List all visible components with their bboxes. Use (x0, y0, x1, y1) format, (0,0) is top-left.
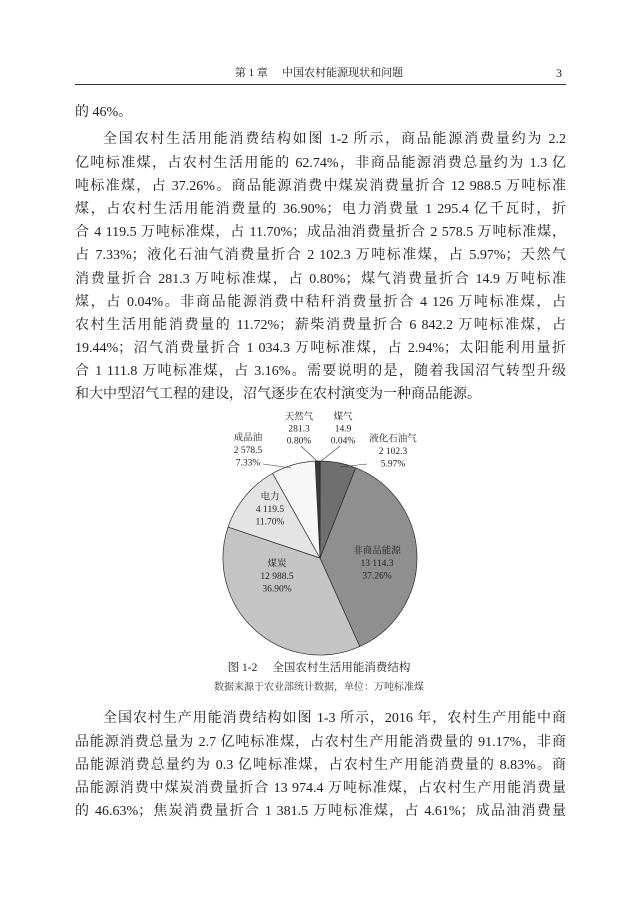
text-line: 煤，占农村生活用能消费量的 36.90%；电力消费量 1 295.4 亿千瓦时，折 (75, 201, 566, 217)
text-line: 占 7.33%；液化石油气消费量折合 2 102.3 万吨标准煤，占 5.97%；天然气 (75, 248, 566, 264)
leader-line-refined-oil (263, 464, 291, 468)
text-line: 全国农村生活用能消费结构如图 1-2 所示，商品能源消费量约为 2.2 (103, 132, 566, 148)
slice-percent-label: 11.70% (255, 517, 285, 528)
slice-value-label: 281.3 (288, 424, 310, 435)
slice-label-refined-oil (234, 432, 263, 469)
slice-label-lpg (369, 433, 417, 470)
slice-percent-label: 37.26% (362, 571, 392, 582)
leader-line-coal-gas (321, 446, 341, 462)
leader-line-natural-gas (301, 446, 318, 462)
text-line: 农村生活用能消费量的 11.72%；薪柴消费量折合 6 842.2 万吨标准煤，占 (75, 317, 566, 333)
text-line: 品能源消费总量约为 0.3 亿吨标准煤，占农村生产用能消费量的 8.83%。商 (75, 757, 566, 773)
slice-name-label: 天然气 (284, 412, 314, 423)
text-line: 的 46%。 (75, 105, 133, 121)
figure-number: 图 1-2 (227, 662, 258, 674)
text-line: 19.44%；沼气消费量折合 1 034.3 万吨标准煤，占 2.94%；太阳能利用量折 (75, 341, 566, 357)
text-line: 消费量折合 281.3 万吨标准煤，占 0.80%；煤气消费量折合 14.9 万吨标准 (75, 271, 566, 287)
slice-value-label: 13 114.3 (360, 559, 394, 569)
text-line: 煤，占 0.04%。非商品能源消费中秸秆消费量折合 4 126 万吨标准煤，占 (75, 294, 566, 310)
text-line: 的 46.63%；焦炭消费量折合 1 381.5 万吨标准煤，占 4.61%；成品油消费量 (75, 804, 566, 820)
slice-name-label: 煤炭 (267, 559, 287, 570)
text-line: 亿吨标准煤，占农村生活用能的 62.74%，非商品能源消费总量约为 1.3 亿 (75, 155, 566, 171)
slice-value-label: 12 988.5 (260, 572, 294, 582)
header-divider (75, 84, 566, 85)
slice-label-natural-gas (285, 411, 314, 447)
slice-value-label: 2 102.3 (378, 447, 408, 457)
slice-name-label: 电力 (260, 492, 280, 503)
text-line: 合 1 111.8 万吨标准煤，占 3.16%。需要说明的是，随着我国沼气转型升级 (75, 364, 566, 380)
slice-name-label: 成品油 (233, 433, 263, 444)
text-line: 合 4 119.5 万吨标准煤，占 11.70%；成品油消费量折合 2 578.5 万吨标准煤， (75, 225, 566, 241)
text-line: 和大中型沼气工程的建设，沼气逐步在农村演变为一种商品能源。 (75, 387, 481, 403)
pie-chart (190, 405, 450, 665)
slice-percent-label: 0.80% (286, 436, 312, 447)
slice-percent-label: 0.04% (330, 436, 356, 447)
slice-percent-label: 7.33% (235, 458, 261, 469)
text-line: 吨标准煤，占 37.26%。商品能源消费中煤炭消费量折合 12 988.5 万吨标准 (75, 178, 566, 194)
pie-slices (223, 458, 417, 655)
text-line: 品能源消费中煤炭消费量折合 13 974.4 万吨标准煤，占农村生产用能消费量 (75, 780, 566, 796)
running-header (0, 66, 638, 80)
chapter-number: 第 1 章 (234, 67, 268, 79)
paragraph-living-energy (75, 128, 566, 406)
slice-label-coal-gas (331, 411, 356, 447)
paragraph-production-energy (75, 707, 566, 823)
slice-percent-label: 36.90% (262, 584, 292, 595)
figure-caption (0, 660, 638, 676)
figure-title: 全国农村生活用能消费结构 (272, 662, 411, 674)
text-line: 品能源消费总量为 2.7 亿吨标准煤，占农村生产用能消费量的 91.17%，非商 (75, 734, 566, 750)
slice-value-label: 2 578.5 (233, 446, 263, 456)
page-number: 3 (556, 66, 562, 80)
slice-name-label: 煤气 (333, 412, 353, 423)
figure-source-note: 数据来源于农业部统计数据，单位：万吨标准煤 (214, 682, 424, 693)
text-line: 全国农村生产用能消费结构如图 1-3 所示，2016 年，农村生产用能中商 (103, 711, 566, 727)
chapter-title: 中国农村能源现状和问题 (282, 67, 404, 79)
slice-name-label: 非商品能源 (353, 546, 401, 557)
slice-name-label: 液化石油气 (369, 434, 417, 445)
slice-value-label: 4 119.5 (255, 505, 285, 515)
continued-paragraph (75, 101, 566, 124)
slice-value-label: 14.9 (334, 424, 352, 435)
slice-percent-label: 5.97% (380, 459, 406, 470)
